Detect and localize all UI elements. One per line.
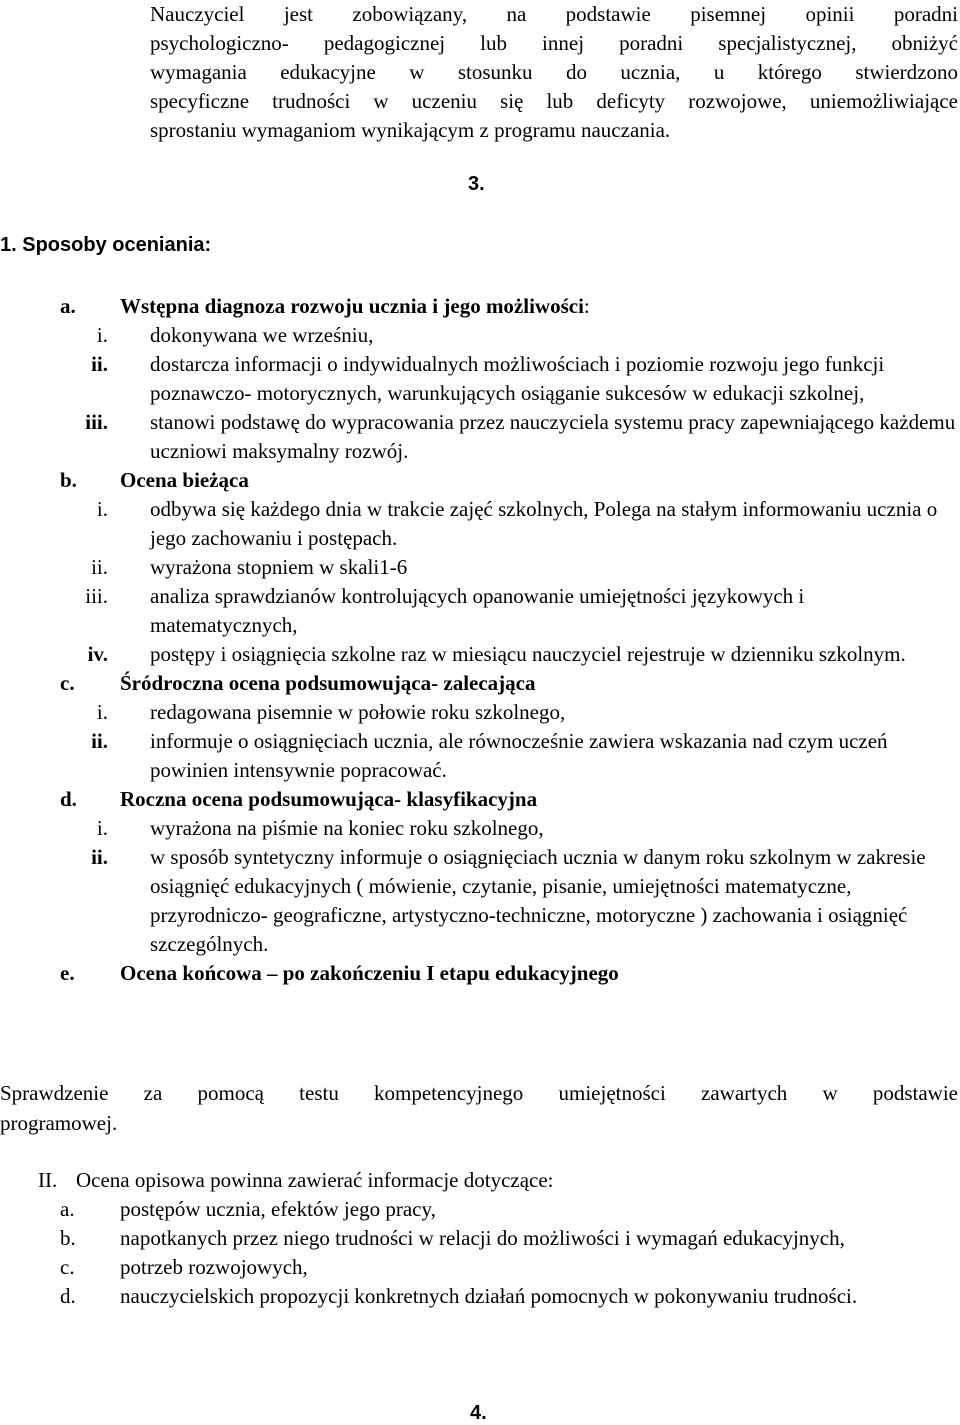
section-heading: 1. Sposoby oceniania: bbox=[0, 234, 212, 256]
section-title bbox=[120, 292, 590, 321]
list-item bbox=[0, 408, 960, 466]
outline-section bbox=[0, 669, 960, 785]
list-item bbox=[0, 553, 960, 582]
list-item bbox=[0, 495, 960, 553]
item-numeral: i. bbox=[96, 497, 108, 521]
item-numeral: iii. bbox=[85, 584, 108, 608]
outline-section bbox=[0, 959, 960, 988]
intro-line: specyficzne trudności w uczeniu się lub deficyty rozwojowe, uniemożliwiające bbox=[150, 89, 958, 113]
outline-section bbox=[0, 292, 960, 466]
item-numeral: iv. bbox=[87, 642, 108, 666]
item-numeral: ii. bbox=[91, 352, 108, 376]
intro-line: sprostaniu wymaganiom wynikającym z programu nauczania. bbox=[150, 118, 671, 142]
part2-item-text: postępów ucznia, efektów jego pracy, bbox=[120, 1197, 436, 1221]
page-marker-bottom: 4. bbox=[470, 1402, 487, 1424]
list-item bbox=[0, 321, 960, 350]
list-item bbox=[0, 698, 960, 727]
intro-line: Nauczyciel jest zobowiązany, na podstawie pisemnej opinii poradni bbox=[150, 2, 958, 26]
part2-list-item bbox=[0, 1282, 960, 1311]
section-title-text: Roczna ocena podsumowująca- klasyfikacyjna bbox=[120, 787, 538, 811]
part2-title: Ocena opisowa powinna zawierać informacje dotyczące: bbox=[76, 1168, 554, 1192]
outline-section bbox=[0, 785, 960, 959]
section-title-suffix: : bbox=[583, 294, 590, 318]
list-item bbox=[0, 843, 960, 959]
item-text: odbywa się każdego dnia w trakcie zajęć szkolnych, Polega na stałym informowaniu ucznia o jego zachowaniu i postępach. bbox=[150, 497, 938, 550]
list-item bbox=[0, 727, 960, 785]
part2-list-item bbox=[0, 1253, 960, 1282]
section-title-row bbox=[0, 669, 960, 698]
item-numeral: i. bbox=[96, 700, 108, 724]
intro-paragraph bbox=[150, 0, 958, 145]
section-title-text: Śródroczna ocena podsumowująca- zalecająca bbox=[120, 671, 536, 695]
summary-paragraph bbox=[0, 1078, 958, 1138]
item-numeral: i. bbox=[96, 323, 108, 347]
part2-items bbox=[0, 1195, 960, 1311]
section-letter: e. bbox=[60, 961, 75, 985]
section-title-text: Ocena końcowa – po zakończeniu I etapu edukacyjnego bbox=[120, 961, 619, 985]
section-title bbox=[120, 785, 537, 814]
part2-list-item bbox=[0, 1224, 960, 1253]
summary-line: Sprawdzenie za pomocą testu kompetencyjnego umiejętności zawartych w podstawie bbox=[0, 1081, 958, 1105]
part2-heading bbox=[0, 1166, 960, 1195]
section-letter: d. bbox=[60, 787, 77, 811]
item-text: w sposób syntetyczny informuje o osiągnięciach ucznia w danym roku szkolnym w zakresie osiągnięć edukacyjnych ( mówienie, czytanie, pisanie, umiejętności matematyczne, przyrodniczo- geograficzne, artystyczno-techniczne, motoryczne ) zachowania i osiągnięć szczególnych. bbox=[150, 845, 926, 956]
summary-line: programowej. bbox=[0, 1111, 118, 1135]
item-numeral: ii. bbox=[91, 729, 108, 753]
item-text: redagowana pisemnie w połowie roku szkolnego, bbox=[150, 700, 566, 724]
item-text: analiza sprawdzianów kontrolujących opanowanie umiejętności językowych i matematycznych, bbox=[150, 584, 805, 637]
section-title-text: Wstępna diagnoza rozwoju ucznia i jego możliwości bbox=[120, 294, 584, 318]
item-text: informuje o osiągnięciach ucznia, ale równocześnie zawiera wskazania nad czym uczeń powinien intensywnie popracować. bbox=[150, 729, 888, 782]
item-numeral: ii. bbox=[91, 845, 108, 869]
section-title-row bbox=[0, 466, 960, 495]
section-letter: a. bbox=[60, 294, 76, 318]
item-text: dokonywana we wrześniu, bbox=[150, 323, 374, 347]
section-title bbox=[120, 466, 249, 495]
item-numeral: ii. bbox=[91, 555, 108, 579]
intro-line: psychologiczno- pedagogicznej lub innej poradni specjalistycznej, obniżyć bbox=[150, 31, 958, 55]
section-title-text: Ocena bieżąca bbox=[120, 468, 249, 492]
item-text: dostarcza informacji o indywidualnych możliwościach i poziomie rozwoju jego funkcji poznawczo- motorycznych, warunkujących osiąganie sukcesów w edukacji szkolnej, bbox=[150, 352, 885, 405]
part2-item-text: napotkanych przez niego trudności w relacji do możliwości i wymagań edukacyjnych, bbox=[120, 1226, 845, 1250]
item-numeral: iii. bbox=[85, 410, 108, 434]
item-text: postępy i osiągnięcia szkolne raz w miesiącu nauczyciel rejestruje w dzienniku szkolnym. bbox=[150, 642, 906, 666]
part2-item-letter: d. bbox=[60, 1284, 76, 1308]
section-title-row bbox=[0, 959, 960, 988]
part2-item-text: potrzeb rozwojowych, bbox=[120, 1255, 308, 1279]
part2-item-letter: b. bbox=[60, 1226, 76, 1250]
part2-item-letter: c. bbox=[60, 1255, 75, 1279]
list-item bbox=[0, 640, 960, 669]
assessment-outline bbox=[0, 292, 960, 988]
list-item bbox=[0, 582, 960, 640]
item-text: wyrażona stopniem w skali1-6 bbox=[150, 555, 408, 579]
item-text: wyrażona na piśmie na koniec roku szkolnego, bbox=[150, 816, 544, 840]
part2-numeral: II. bbox=[38, 1168, 58, 1192]
part2-item-text: nauczycielskich propozycji konkretnych działań pomocnych w pokonywaniu trudności. bbox=[120, 1284, 858, 1308]
descriptive-assessment-list bbox=[0, 1166, 960, 1311]
section-letter: b. bbox=[60, 468, 77, 492]
section-letter: c. bbox=[60, 671, 75, 695]
list-item bbox=[0, 350, 960, 408]
part2-item-letter: a. bbox=[60, 1197, 75, 1221]
section-title bbox=[120, 959, 619, 988]
list-item bbox=[0, 814, 960, 843]
outline-section bbox=[0, 466, 960, 669]
intro-line: wymagania edukacyjne w stosunku do ucznia, u którego stwierdzono bbox=[150, 60, 958, 84]
part2-list-item bbox=[0, 1195, 960, 1224]
item-text: stanowi podstawę do wypracowania przez nauczyciela systemu pracy zapewniającego każdemu uczniowi maksymalny rozwój. bbox=[150, 410, 956, 463]
item-numeral: i. bbox=[96, 816, 108, 840]
section-title-row bbox=[0, 785, 960, 814]
page-marker-top: 3. bbox=[468, 173, 485, 195]
section-title bbox=[120, 669, 535, 698]
section-title-row bbox=[0, 292, 960, 321]
